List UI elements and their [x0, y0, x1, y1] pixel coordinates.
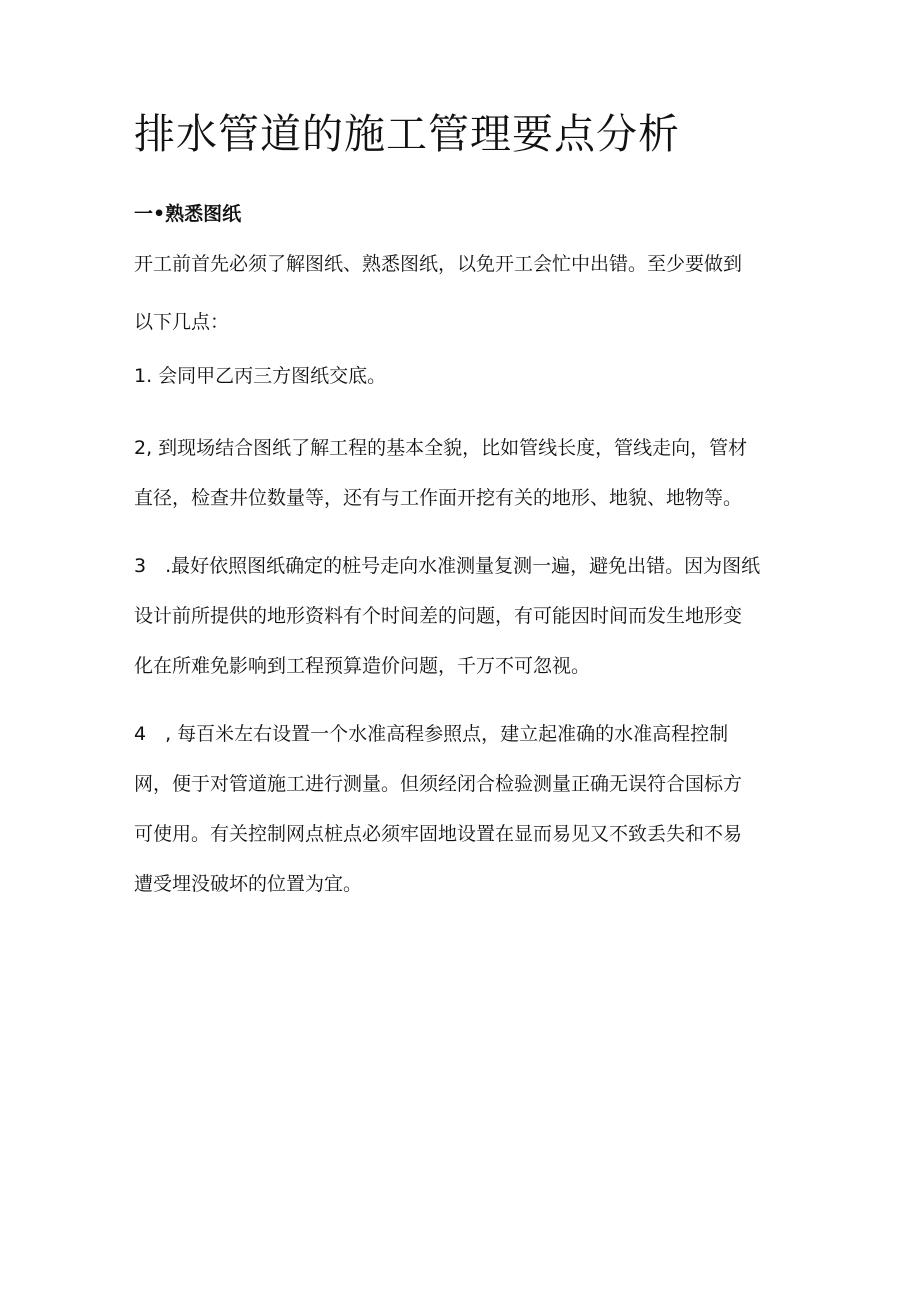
intro-paragraph	[134, 250, 794, 336]
paragraph-line: 可使用。有关控制网点桩点必须牢固地设置在显而易见又不致丢失和不易	[134, 823, 743, 845]
document-title: 排水管道的施工管理要点分析	[134, 110, 680, 158]
paragraph-line: 2, 到现场结合图纸了解工程的基本全貌，比如管线长度，管线走向，管材	[134, 437, 748, 459]
paragraph-line: 1. 会同甲乙丙三方图纸交底。	[134, 365, 387, 387]
list-item-1	[134, 362, 794, 390]
paragraph-line: 网，便于对管道施工进行测量。但须经闭合检验测量正确无误符合国标方	[134, 773, 743, 795]
paragraph-line: 遭受埋没破坏的位置为宜。	[134, 873, 363, 895]
paragraph-line: 4 , 每百米左右设置一个水准高程参照点，建立起准确的水准高程控制	[134, 723, 729, 745]
list-item-3	[134, 552, 794, 680]
section-heading: 一•熟悉图纸	[134, 203, 242, 225]
paragraph-line: 化在所难免影响到工程预算造价问题，千万不可忽视。	[134, 655, 591, 677]
paragraph-line: 开工前首先必须了解图纸、熟悉图纸，以免开工会忙中出错。至少要做到	[134, 253, 743, 275]
paragraph-line: 直径，检查井位数量等，还有与工作面开挖有关的地形、地貌、地物等。	[134, 487, 743, 509]
list-item-2	[134, 434, 794, 512]
list-item-4	[134, 720, 794, 898]
paragraph-line: 以下几点：	[134, 311, 230, 333]
paragraph-line: 3 .最好依照图纸确定的桩号走向水准测量复测一遍，避免出错。因为图纸	[134, 555, 761, 577]
paragraph-line: 设计前所提供的地形资料有个时间差的问题，有可能因时间而发生地形变	[134, 605, 743, 627]
